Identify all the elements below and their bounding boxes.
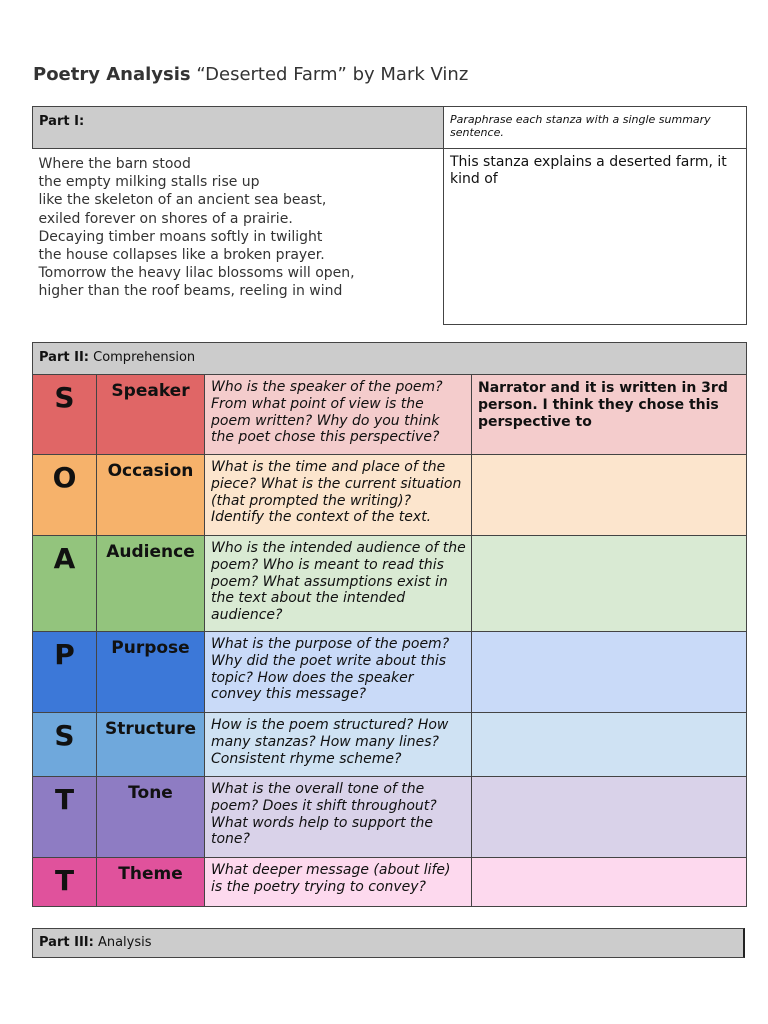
poem-line: like the skeleton of an ancient sea beast, — [38, 192, 327, 209]
soapstone-question: What is the time and place of the piece? What is the current situation (that prompted the writing)? Identify the context of the text. — [205, 455, 472, 536]
part3-header — [32, 928, 745, 958]
soapstone-row-audience — [33, 536, 747, 632]
paraphrase-answer[interactable]: This stanza explains a deserted farm, it kind of — [450, 154, 727, 187]
part2-title: Comprehension — [88, 350, 196, 365]
soapstone-row-theme — [33, 858, 747, 907]
soapstone-rows — [33, 375, 747, 907]
poem-line: Where the barn stood — [38, 156, 191, 172]
part2-header — [33, 343, 747, 375]
poem-line: Tomorrow the heavy lilac blossoms will open, — [38, 265, 355, 282]
title-rest: “Deserted Farm” by Mark Vinz — [190, 64, 469, 85]
soapstone-row-purpose — [33, 632, 747, 713]
soapstone-answer[interactable] — [472, 536, 747, 632]
soapstone-question: What is the overall tone of the poem? Does it shift throughout? What words help to support the tone? — [205, 777, 472, 858]
poem-line: higher than the roof beams, reeling in wind — [38, 283, 343, 300]
soapstone-label: Purpose — [97, 632, 205, 713]
soapstone-answer[interactable] — [472, 455, 747, 536]
page-title — [33, 64, 468, 85]
part2-label: Part II: — [39, 350, 89, 365]
soapstone-answer[interactable] — [472, 777, 747, 858]
part1-label: Part I: — [39, 114, 85, 129]
soapstone-letter: A — [33, 536, 97, 632]
soapstone-question: What is the purpose of the poem? Why did the poet write about this topic? How does the speaker convey this message? — [205, 632, 472, 713]
part1-instruction-cell — [444, 107, 747, 149]
soapstone-letter: S — [33, 375, 97, 455]
poem-line: Decaying timber moans softly in twilight — [38, 228, 323, 245]
part2-table — [32, 342, 747, 907]
soapstone-label: Occasion — [97, 455, 205, 536]
poem-cell — [33, 149, 444, 325]
soapstone-row-occasion — [33, 455, 747, 536]
soapstone-row-tone — [33, 777, 747, 858]
soapstone-row-speaker — [33, 375, 747, 455]
title-bold: Poetry Analysis — [33, 64, 191, 85]
soapstone-label: Speaker — [97, 375, 205, 455]
soapstone-answer[interactable] — [472, 713, 747, 777]
part1-table — [32, 106, 747, 325]
soapstone-letter: T — [33, 858, 97, 907]
soapstone-answer[interactable] — [472, 632, 747, 713]
soapstone-question: How is the poem structured? How many stanzas? How many lines? Consistent rhyme scheme? — [205, 713, 472, 777]
poem-text — [33, 149, 444, 301]
part3-label: Part III: — [39, 935, 94, 950]
part1-instruction: Paraphrase each stanza with a single summary sentence. — [450, 113, 711, 139]
soapstone-question: Who is the intended audience of the poem? Who is meant to read this poem? What assumptions exist in the text about the intended audience? — [205, 536, 472, 632]
poem-line: the house collapses like a broken prayer. — [38, 247, 325, 264]
soapstone-letter: P — [33, 632, 97, 713]
soapstone-row-structure — [33, 713, 747, 777]
soapstone-answer[interactable] — [472, 858, 747, 907]
part1-header — [33, 107, 444, 149]
soapstone-question: Who is the speaker of the poem? From what point of view is the poem written? Why do you think the poet chose this perspective? — [205, 375, 472, 455]
soapstone-label: Tone — [97, 777, 205, 858]
poem-line: exiled forever on shores of a prairie. — [38, 210, 293, 227]
soapstone-label: Structure — [97, 713, 205, 777]
soapstone-label: Theme — [97, 858, 205, 907]
soapstone-letter: S — [33, 713, 97, 777]
soapstone-letter: O — [33, 455, 97, 536]
soapstone-label: Audience — [97, 536, 205, 632]
soapstone-letter: T — [33, 777, 97, 858]
part3-title: Analysis — [93, 935, 152, 950]
soapstone-question: What deeper message (about life) is the poetry trying to convey? — [205, 858, 472, 907]
paraphrase-cell[interactable] — [444, 149, 747, 325]
poem-line: the empty milking stalls rise up — [38, 174, 260, 191]
soapstone-answer[interactable]: Narrator and it is written in 3rd person. I think they chose this perspective to — [472, 375, 747, 455]
